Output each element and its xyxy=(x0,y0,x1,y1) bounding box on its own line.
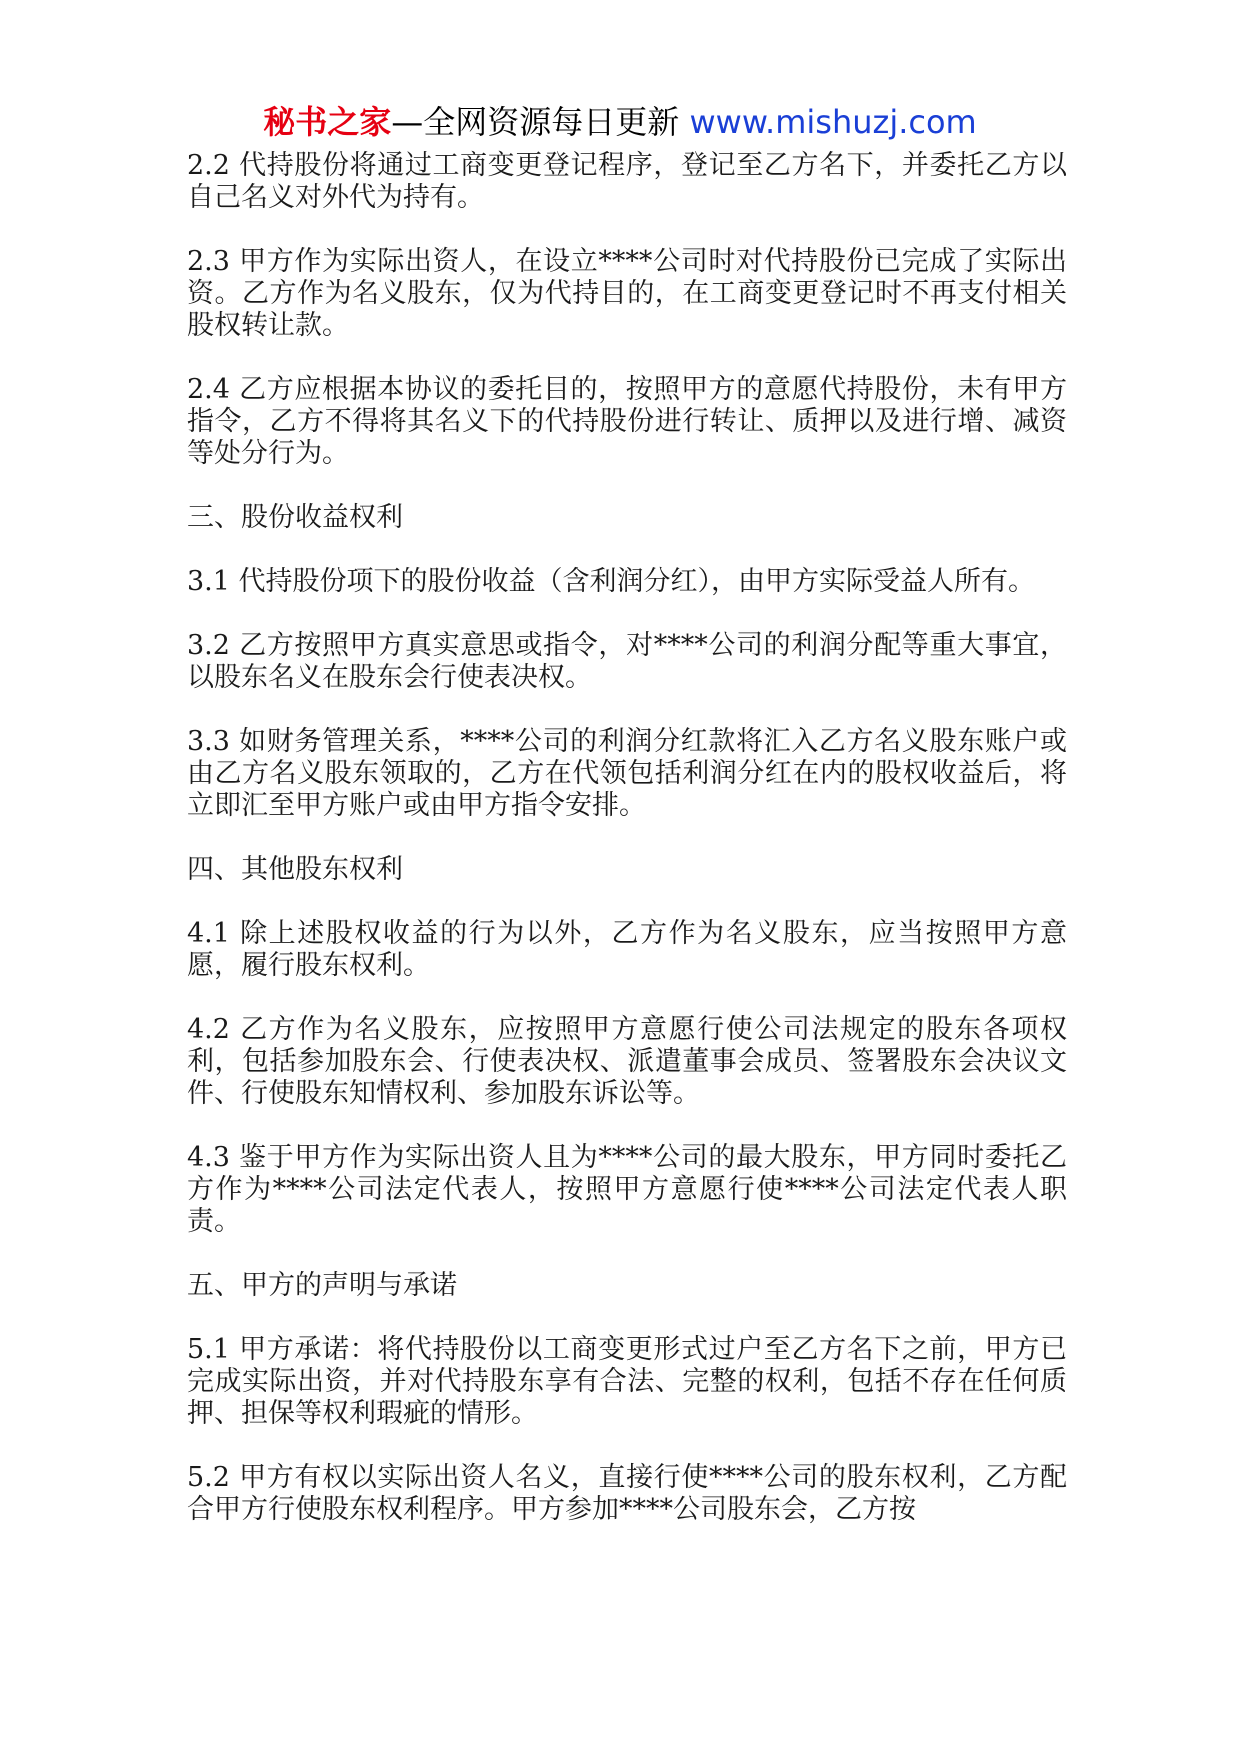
clause-5-2: 5.2 甲方有权以实际出资人名义，直接行使****公司的股东权利，乙方配合甲方行使股东权利程序。甲方参加****公司股东会，乙方按 xyxy=(187,1462,1067,1525)
section-heading-5: 五、甲方的声明与承诺 xyxy=(187,1270,457,1301)
clause-3-3: 3.3 如财务管理关系，****公司的利润分红款将汇入乙方名义股东账户或由乙方名义股东领取的，乙方在代领包括利润分红在内的股权收益后，将立即汇至甲方账户或由甲方指令安排。 xyxy=(187,726,1067,821)
document-body xyxy=(187,150,1067,1558)
site-header xyxy=(0,100,1240,144)
site-url[interactable]: www.mishuzj.com xyxy=(689,103,977,141)
header-slogan: —全网资源每日更新 xyxy=(391,103,690,141)
clause-3-2: 3.2 乙方按照甲方真实意思或指令，对****公司的利润分配等重大事宜，以股东名义在股东会行使表决权。 xyxy=(187,630,1067,693)
clause-2-4: 2.4 乙方应根据本协议的委托目的，按照甲方的意愿代持股份，未有甲方指令，乙方不得将其名义下的代持股份进行转让、质押以及进行增、减资等处分行为。 xyxy=(187,374,1067,469)
clause-4-3: 4.3 鉴于甲方作为实际出资人且为****公司的最大股东，甲方同时委托乙方作为****公司法定代表人，按照甲方意愿行使****公司法定代表人职责。 xyxy=(187,1142,1067,1237)
section-heading-4: 四、其他股东权利 xyxy=(187,854,403,885)
clause-2-2: 2.2 代持股份将通过工商变更登记程序，登记至乙方名下，并委托乙方以自己名义对外代为持有。 xyxy=(187,150,1067,213)
clause-2-3: 2.3 甲方作为实际出资人，在设立****公司时对代持股份已完成了实际出资。乙方作为名义股东，仅为代持目的，在工商变更登记时不再支付相关股权转让款。 xyxy=(187,246,1067,341)
section-heading-3: 三、股份收益权利 xyxy=(187,502,403,533)
brand-name: 秘书之家 xyxy=(263,103,392,141)
clause-3-1: 3.1 代持股份项下的股份收益（含利润分红），由甲方实际受益人所有。 xyxy=(187,566,1036,597)
clause-4-1: 4.1 除上述股权收益的行为以外，乙方作为名义股东，应当按照甲方意愿，履行股东权利。 xyxy=(187,918,1067,981)
clause-4-2: 4.2 乙方作为名义股东，应按照甲方意愿行使公司法规定的股东各项权利，包括参加股东会、行使表决权、派遣董事会成员、签署股东会决议文件、行使股东知情权利、参加股东诉讼等。 xyxy=(187,1014,1067,1109)
clause-5-1: 5.1 甲方承诺：将代持股份以工商变更形式过户至乙方名下之前，甲方已完成实际出资，并对代持股东享有合法、完整的权利，包括不存在任何质押、担保等权利瑕疵的情形。 xyxy=(187,1334,1067,1429)
